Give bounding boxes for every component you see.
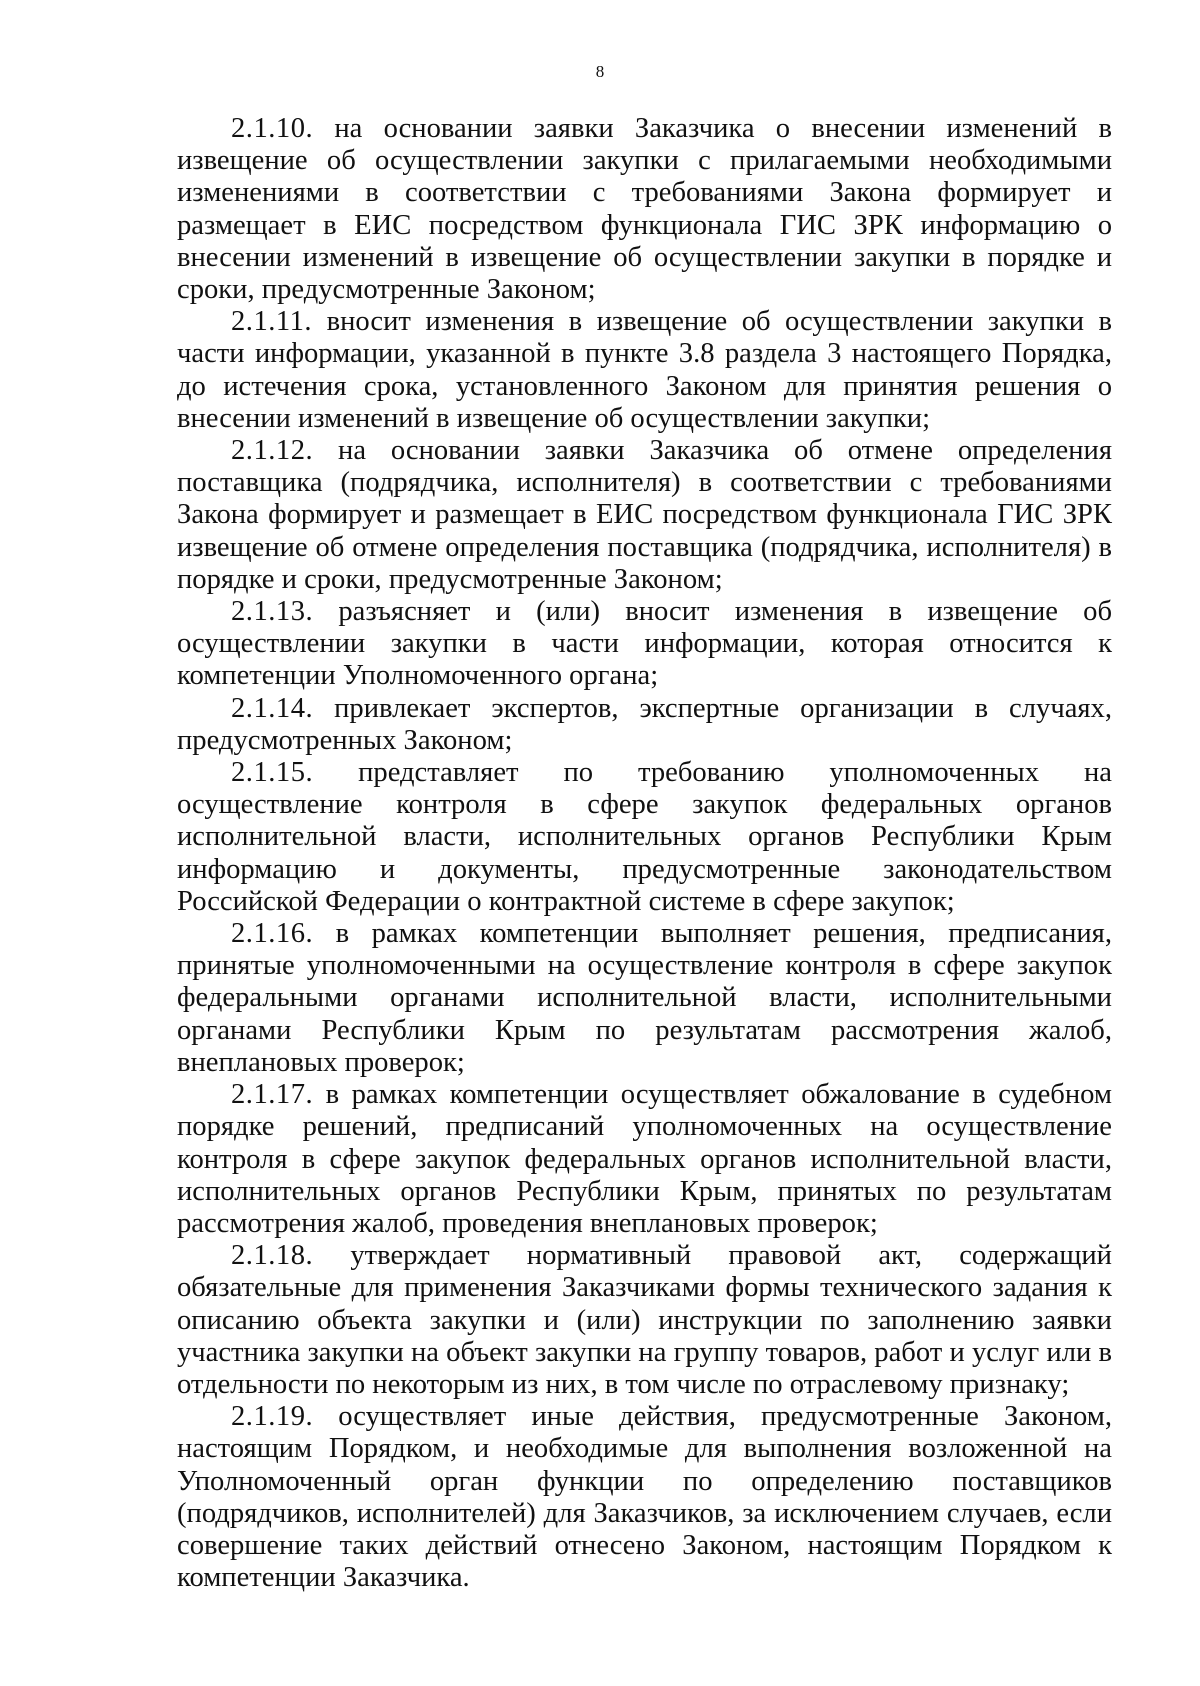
paragraph-number: 2.1.10.	[231, 113, 314, 144]
paragraph-2-1-19	[177, 1401, 1112, 1594]
paragraph-2-1-13	[177, 596, 1112, 693]
paragraph-2-1-15	[177, 757, 1112, 918]
paragraph-number: 2.1.15.	[231, 757, 314, 789]
paragraph-text: привлекает экспертов, экспертные организации в случаях, предусмотренных Законом;	[177, 692, 1112, 756]
paragraph-number: 2.1.12.	[231, 435, 314, 467]
paragraph-2-1-10	[177, 113, 1112, 306]
paragraph-2-1-17	[177, 1079, 1112, 1240]
paragraph-text: вносит изменения в извещение об осуществлении закупки в части информации, указанной в пункте 3.8 раздела 3 настоящего Порядка, до истечения срока, установленного Законом для принятия решения о внесении изменений в извещение об осуществлении закупки;	[177, 306, 1112, 434]
paragraph-number: 2.1.18.	[231, 1240, 314, 1272]
paragraph-2-1-16	[177, 918, 1112, 1079]
paragraph-2-1-18	[177, 1240, 1112, 1401]
paragraph-number: 2.1.13.	[231, 596, 314, 628]
page-number: 8	[595, 62, 605, 81]
paragraph-number: 2.1.17.	[231, 1079, 314, 1111]
paragraph-text: осуществляет иные действия, предусмотренные Законом, настоящим Порядком, и необходимые для выполнения возложенной на Уполномоченный орган функции по определению поставщиков (подрядчиков, исполнителей) для Заказчиков, за исключением случаев, если совершение таких действий отнесено Законом, настоящим Порядком к компетенции Заказчика.	[177, 1401, 1112, 1594]
paragraph-2-1-14	[177, 693, 1112, 757]
paragraph-text: представляет по требованию уполномоченных на осуществление контроля в сфере закупок федеральных органов исполнительной власти, исполнительных органов Республики Крым информацию и документы, предусмотренные законодательством Российской Федерации о контрактной системе в сфере закупок;	[177, 757, 1113, 917]
paragraph-number: 2.1.16.	[231, 918, 314, 950]
paragraph-number: 2.1.14.	[231, 692, 314, 724]
paragraph-text: в рамках компетенции осуществляет обжалование в судебном порядке решений, предписаний уполномоченных на осуществление контроля в сфере закупок федеральных органов исполнительной власти, исполнительных органов Республики Крым, принятых по результатам рассмотрения жалоб, проведения внеплановых проверок;	[177, 1079, 1112, 1239]
paragraph-text: на основании заявки Заказчика об отмене определения поставщика (подрядчика, исполнителя) в соответствии с требованиями Закона формирует и размещает в ЕИС посредством функционала ГИС ЗРК извещение об отмене определения поставщика (подрядчика, исполнителя) в порядке и сроки, предусмотренные Законом;	[177, 435, 1112, 595]
paragraph-text: разъясняет и (или) вносит изменения в извещение об осуществлении закупки в части информации, которая относится к компетенции Уполномоченного органа;	[177, 596, 1112, 692]
paragraph-text: на основании заявки Заказчика о внесении изменений в извещение об осуществлении закупки с прилагаемыми необходимыми изменениями в соответствии с требованиями Закона формирует и размещает в ЕИС посредством функционала ГИС ЗРК информацию о внесении изменений в извещение об осуществлении закупки в порядке и сроки, предусмотренные Законом;	[177, 113, 1112, 306]
paragraph-text: утверждает нормативный правовой акт, содержащий обязательные для применения Заказчиками формы технического задания к описанию объекта закупки и (или) инструкции по заполнению заявки участника закупки на объект закупки на группу товаров, работ и услуг или в отдельности по некоторым из них, в том числе по отраслевому признаку;	[177, 1240, 1112, 1400]
paragraph-number: 2.1.19.	[231, 1401, 314, 1433]
paragraph-2-1-12	[177, 435, 1112, 596]
document-body	[177, 113, 1112, 1594]
paragraph-text: в рамках компетенции выполняет решения, предписания, принятые уполномоченными на осуществление контроля в сфере закупок федеральными органами исполнительной власти, исполнительными органами Республики Крым по результатам рассмотрения жалоб, внеплановых проверок;	[177, 918, 1112, 1078]
paragraph-2-1-11	[177, 306, 1112, 435]
paragraph-number: 2.1.11.	[231, 306, 313, 338]
